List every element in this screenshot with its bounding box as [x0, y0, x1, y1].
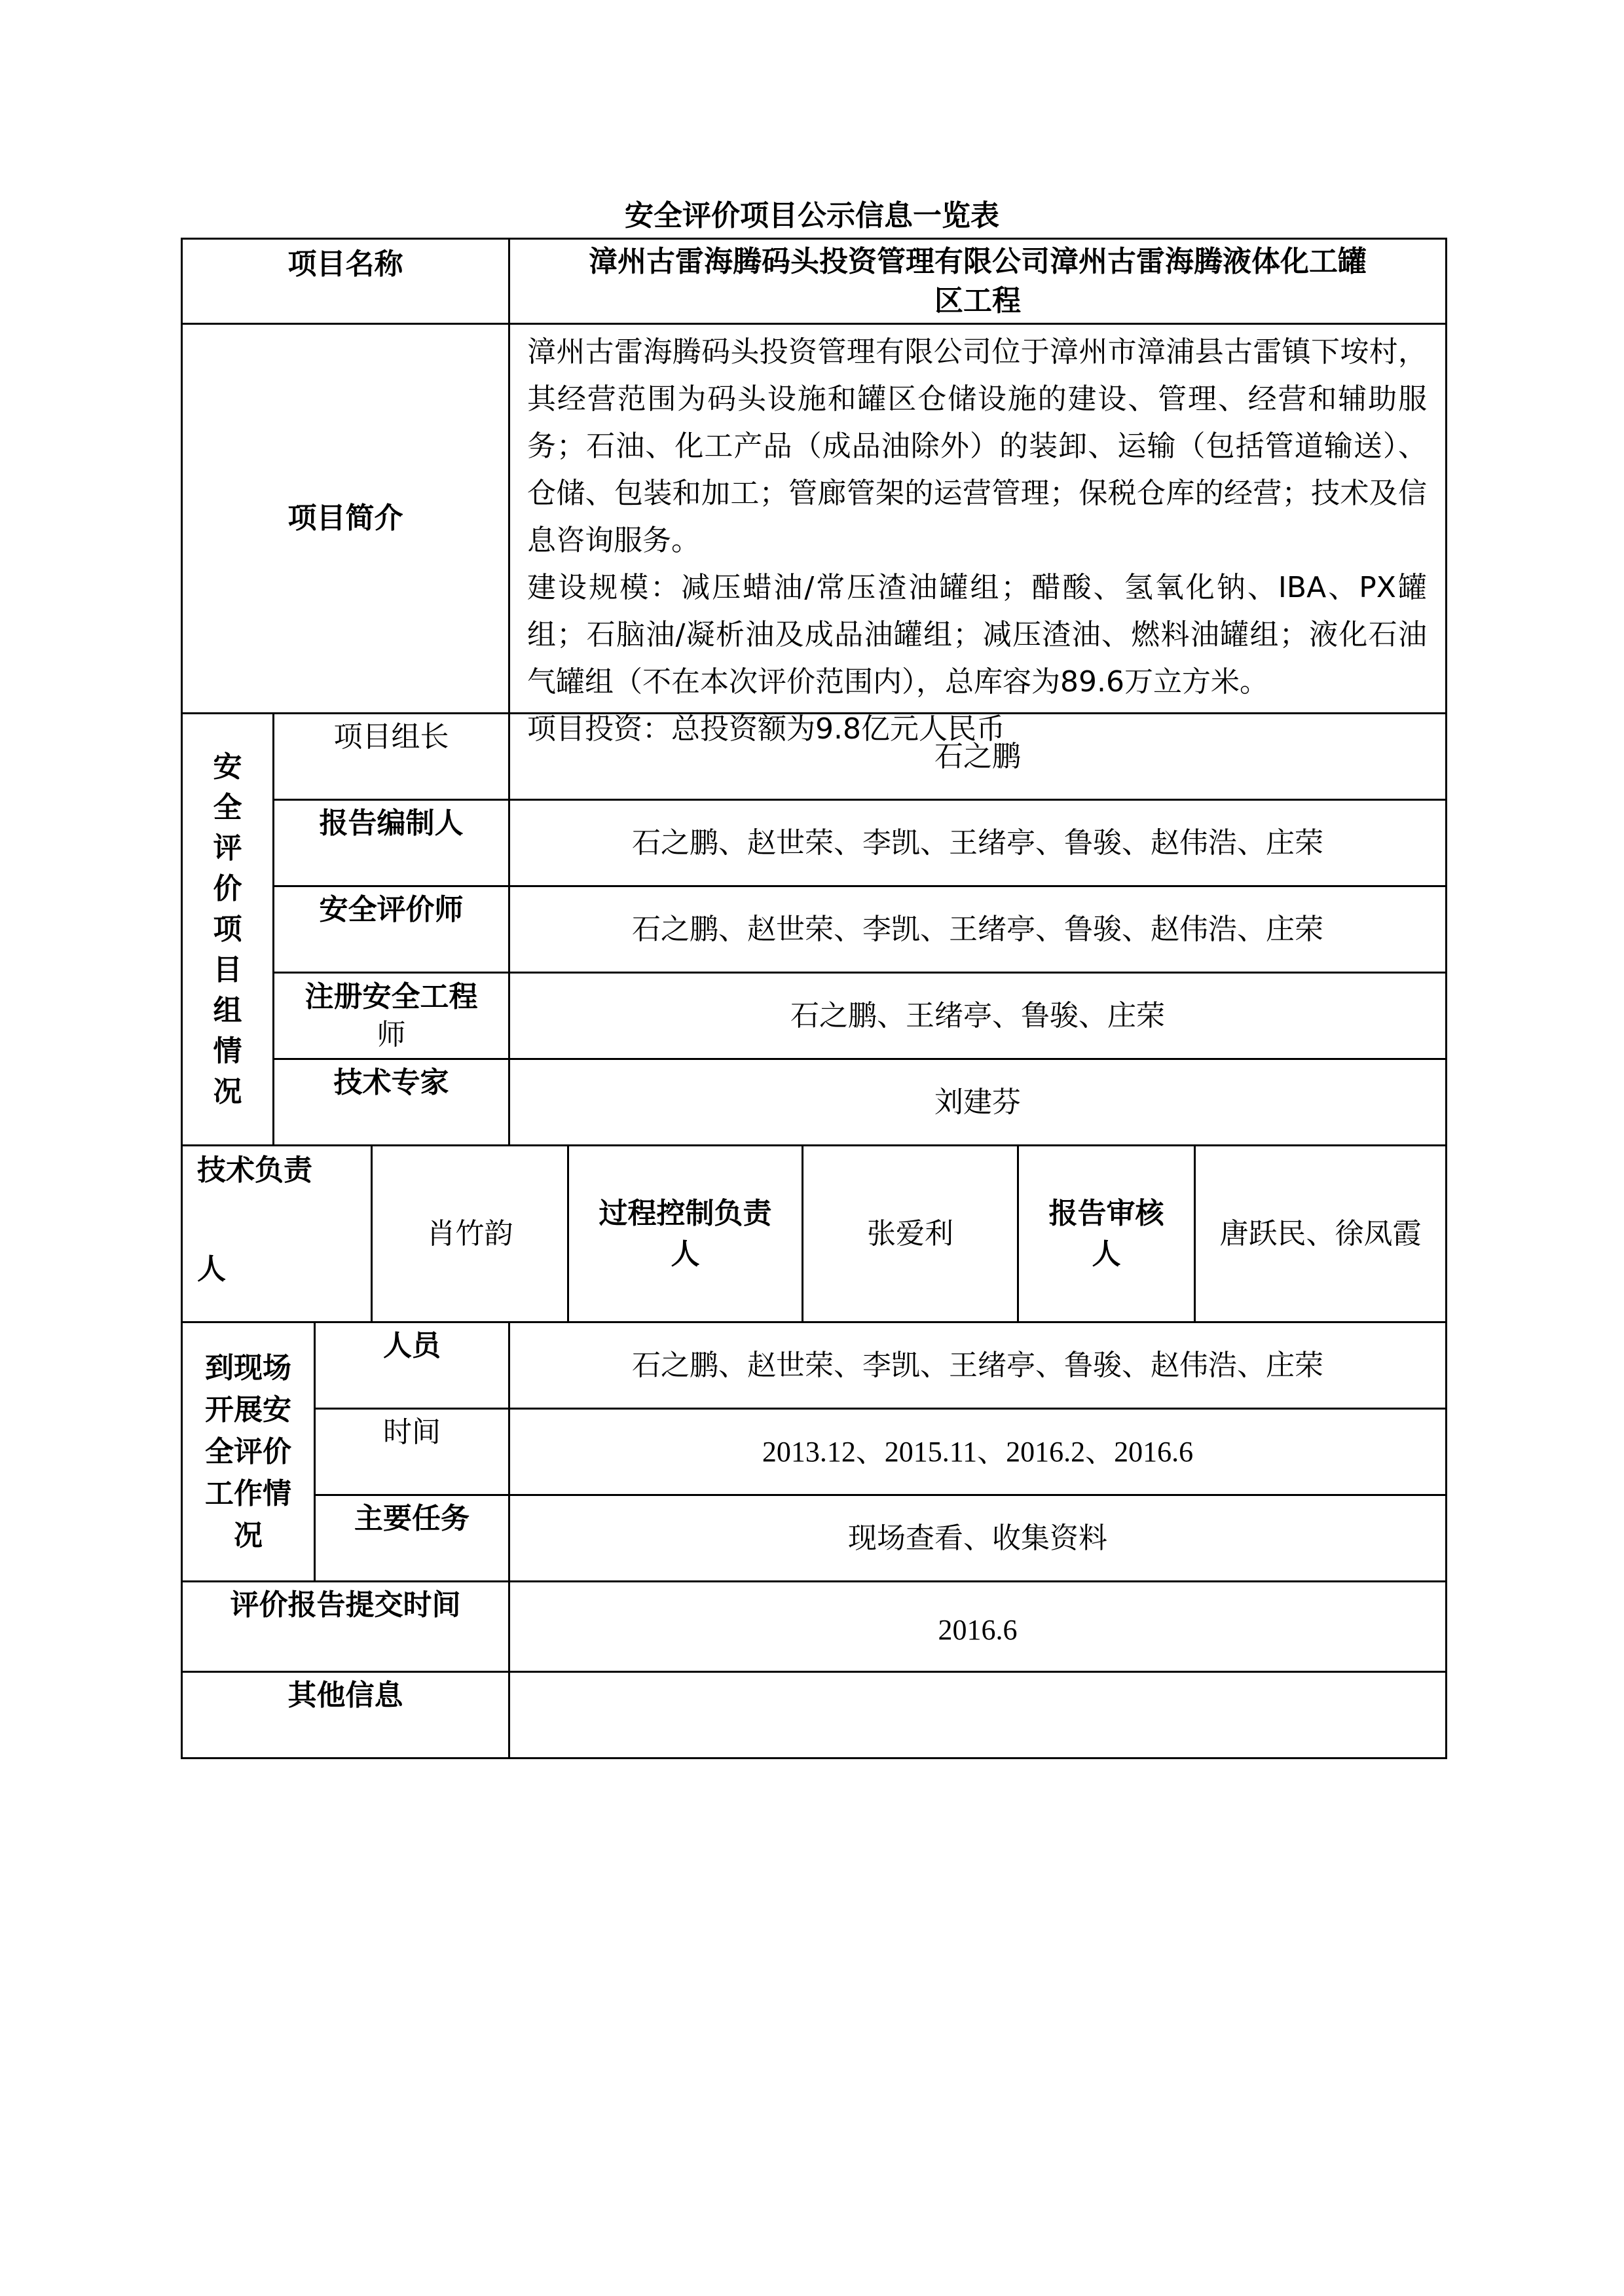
- team-authors-label-text: 报告编制人: [319, 807, 464, 840]
- team-authors-value: [510, 801, 1445, 885]
- team-engineers-label: [274, 974, 508, 1058]
- team-authors-value-text: 石之鹏、赵世荣、李凯、王绪亭、鲁骏、赵伟浩、庄荣: [632, 826, 1323, 860]
- process-lead-value: [803, 1146, 1017, 1321]
- team-group-label: [183, 714, 272, 1144]
- tech-lead-value-text: 肖竹韵: [426, 1216, 513, 1250]
- process-lead-label-line2: 人: [671, 1237, 700, 1271]
- team-authors-label: [274, 801, 508, 885]
- team-experts-value: [510, 1060, 1445, 1144]
- team-engineers-value-text: 石之鹏、王绪亭、鲁骏、庄荣: [790, 998, 1165, 1032]
- review-lead-label-line1: 报告审核: [1048, 1196, 1164, 1230]
- submit-time-value: [510, 1582, 1445, 1671]
- team-evaluators-label: [274, 887, 508, 972]
- intro-paragraph-scale: 建设规模：减压蜡油/常压渣油罐组；醋酸、氢氧化钠、IBA、PX罐组；石脑油/凝析油及成品油罐组；减压渣油、燃料油罐组；液化石油气罐组（不在本次评价范围内），总库容为89.6万立方米。: [527, 571, 1427, 699]
- onsite-task-value-text: 现场查看、收集资料: [848, 1521, 1107, 1555]
- other-info-label: [183, 1673, 508, 1757]
- onsite-label-line: 况: [234, 1518, 263, 1552]
- onsite-people-label-text: 人员: [383, 1329, 441, 1362]
- table-rule: [181, 1757, 1447, 1759]
- team-evaluators-value: [510, 887, 1445, 972]
- team-engineers-label-line2: 师: [377, 1017, 406, 1051]
- tech-lead-label-line2: 人: [197, 1252, 226, 1286]
- tech-lead-value: [373, 1146, 567, 1321]
- team-label-char: 安: [213, 750, 242, 784]
- onsite-people-label: [316, 1323, 508, 1408]
- table-rule: [1445, 238, 1447, 1759]
- project-name-label-text: 项目名称: [287, 247, 403, 281]
- team-engineers-label-line1: 注册安全工程: [304, 979, 478, 1013]
- review-lead-label-line2: 人: [1092, 1237, 1121, 1271]
- process-lead-value-text: 张爱利: [867, 1216, 953, 1250]
- onsite-time-value: [510, 1410, 1445, 1494]
- team-leader-label-text: 项目组长: [333, 720, 449, 754]
- review-lead-label: [1019, 1146, 1194, 1321]
- team-label-char: 价: [213, 871, 242, 905]
- project-name-value: [510, 240, 1445, 323]
- tech-lead-label: [183, 1146, 371, 1321]
- onsite-task-value: [510, 1496, 1445, 1580]
- onsite-label-line: 全评价: [205, 1434, 291, 1468]
- onsite-group-label: [183, 1323, 314, 1580]
- team-experts-label-text: 技术专家: [333, 1066, 449, 1099]
- team-experts-label: [274, 1060, 508, 1144]
- team-evaluators-value-text: 石之鹏、赵世荣、李凯、王绪亭、鲁骏、赵伟浩、庄荣: [632, 912, 1323, 946]
- project-name-line2: 区工程: [934, 283, 1021, 318]
- review-lead-value-text: 唐跃民、徐凤霞: [1219, 1216, 1422, 1250]
- tech-lead-label-line1: 技术负责: [197, 1154, 312, 1187]
- team-leader-value-text: 石之鹏: [934, 739, 1021, 773]
- onsite-task-label: [316, 1496, 508, 1580]
- project-intro-text: [510, 325, 1440, 746]
- onsite-time-value-text: 2013.12、2015.11、2016.2、2016.6: [762, 1435, 1194, 1468]
- team-label-char: 评: [213, 831, 242, 865]
- project-name-label: [183, 240, 508, 323]
- info-table: [181, 238, 1447, 1759]
- onsite-people-value: [510, 1323, 1445, 1408]
- project-intro-label: [183, 325, 508, 712]
- onsite-task-label-text: 主要任务: [354, 1502, 470, 1535]
- onsite-people-value-text: 石之鹏、赵世荣、李凯、王绪亭、鲁骏、赵伟浩、庄荣: [632, 1348, 1323, 1382]
- team-label-char: 目: [213, 953, 242, 987]
- team-label-char: 全: [213, 790, 242, 824]
- team-label-char: 组: [213, 993, 242, 1027]
- team-label-char: 况: [213, 1074, 242, 1108]
- submit-time-label: [183, 1582, 508, 1671]
- team-experts-value-text: 刘建芬: [934, 1085, 1021, 1119]
- team-leader-label: [274, 714, 508, 799]
- team-leader-value: [510, 714, 1445, 799]
- onsite-label-line: 开展安: [205, 1393, 291, 1427]
- team-evaluators-label-text: 安全评价师: [319, 893, 464, 926]
- other-info-label-text: 其他信息: [287, 1679, 403, 1712]
- intro-paragraph-scope: 漳州古雷海腾码头投资管理有限公司位于漳州市漳浦县古雷镇下垵村，其经营范围为码头设施和罐区仓储设施的建设、管理、经营和辅助服务；石油、化工产品（成品油除外）的装卸、运输（包括管道输送）、仓储、包装和加工；管廊管架的运营管理；保税仓库的经营；技术及信息咨询服务。: [527, 335, 1427, 557]
- team-label-char: 项: [213, 912, 242, 946]
- process-lead-label-line1: 过程控制负责: [599, 1196, 772, 1230]
- project-intro-label-text: 项目简介: [287, 501, 403, 535]
- project-name-line1: 漳州古雷海腾码头投资管理有限公司漳州古雷海腾液体化工罐: [589, 244, 1367, 278]
- onsite-label-line: 工作情: [205, 1476, 291, 1510]
- page-title: 安全评价项目公示信息一览表: [625, 199, 999, 232]
- team-engineers-value: [510, 974, 1445, 1058]
- onsite-time-label: [316, 1410, 508, 1494]
- onsite-label-line: 到现场: [205, 1351, 291, 1385]
- other-info-value: [510, 1673, 1445, 1757]
- onsite-time-label-text: 时间: [383, 1415, 441, 1449]
- submit-time-value-text: 2016.6: [938, 1613, 1018, 1646]
- submit-time-label-text: 评价报告提交时间: [230, 1588, 461, 1622]
- team-label-char: 情: [213, 1034, 242, 1068]
- process-lead-label: [569, 1146, 802, 1321]
- review-lead-value: [1196, 1146, 1445, 1321]
- intro-paragraph-investment: 项目投资：总投资额为9.8亿元人民币: [527, 712, 1005, 746]
